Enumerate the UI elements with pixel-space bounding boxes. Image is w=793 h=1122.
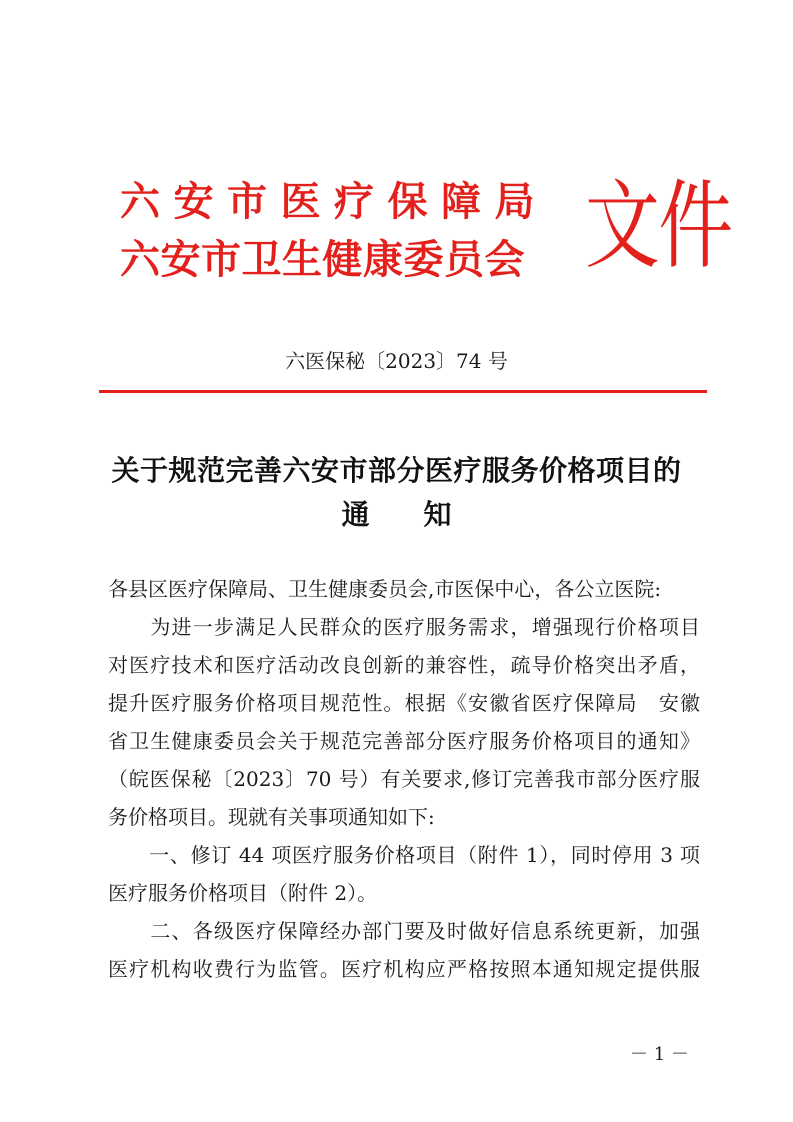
document-type-label: 文件 <box>585 170 732 282</box>
issuer-line-1: 六安市医疗保障局 <box>120 178 548 225</box>
document-title-line-1: 关于规范完善六安市部分医疗服务价格项目的 <box>111 454 682 487</box>
body-line: 为进一步满足人民群众的医疗服务需求，增强现行价格项目 <box>108 615 700 639</box>
body-line: 医疗服务价格项目（附件 2）。 <box>108 881 378 905</box>
document-number: 六医保秘〔2023〕74 号 <box>285 349 508 373</box>
body-line: 二、各级医疗保障经办部门要及时做好信息系统更新，加强 <box>108 919 700 943</box>
body-line: 务价格项目。现就有关事项通知如下: <box>108 805 435 829</box>
red-header <box>120 168 732 288</box>
body-line: （皖医保秘〔2023〕70 号）有关要求,修订完善我市部分医疗服 <box>108 767 700 791</box>
red-divider-line <box>99 390 707 393</box>
body-line: 省卫生健康委员会关于规范完善部分医疗服务价格项目的通知》 <box>108 729 700 753</box>
page-number: － 1 － <box>630 1044 689 1065</box>
addressee-line: 各县区医疗保障局、卫生健康委员会,市医保中心，各公立医院: <box>108 577 662 601</box>
body-line: 提升医疗服务价格项目规范性。根据《安徽省医疗保障局 安徽 <box>108 691 700 715</box>
body-line: 对医疗技术和医疗活动改良创新的兼容性，疏导价格突出矛盾， <box>108 653 700 677</box>
document-body <box>108 570 700 988</box>
body-line: 医疗机构收费行为监管。医疗机构应严格按照本通知规定提供服 <box>108 957 700 981</box>
document-title-line-2: 通知 <box>341 498 506 531</box>
issuer-line-2: 六安市卫生健康委员会 <box>120 236 525 283</box>
body-line: 一、修订 44 项医疗服务价格项目（附件 1），同时停用 3 项 <box>108 843 700 867</box>
